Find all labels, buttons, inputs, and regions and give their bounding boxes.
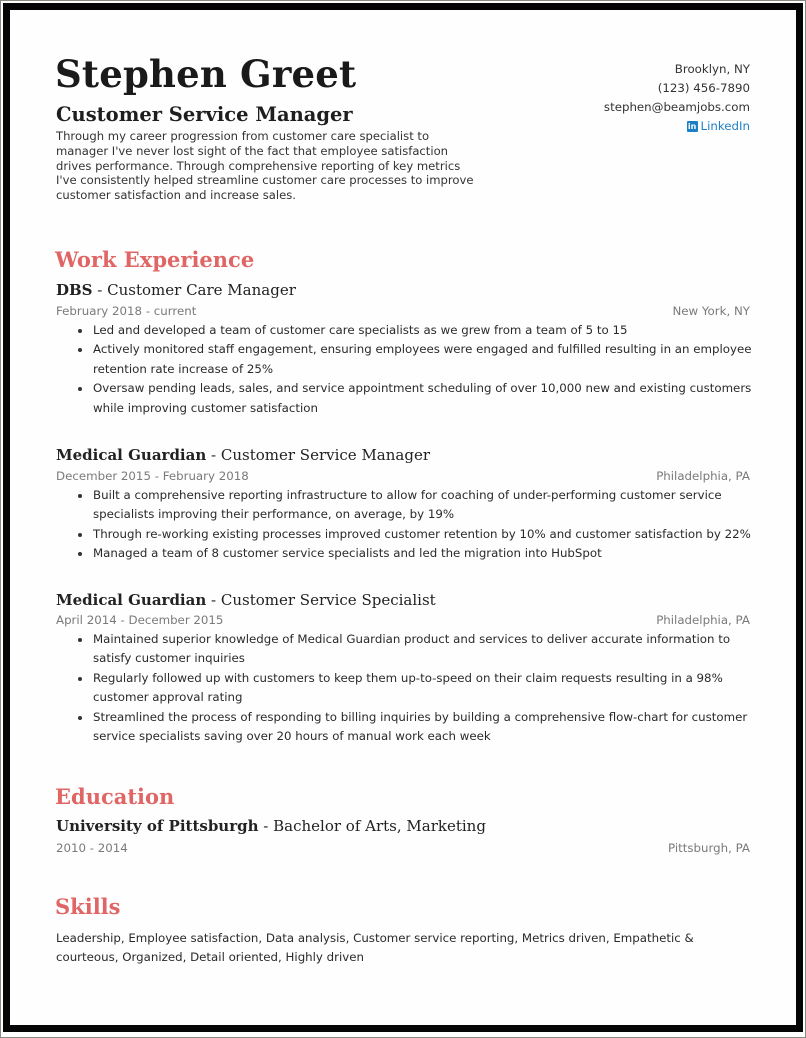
bullet-item: Through re-working existing processes improved customer retention by 10% and customer satisfaction by 22% xyxy=(76,525,756,544)
job-company: DBS xyxy=(56,281,93,299)
job-separator: - xyxy=(206,591,221,609)
education-location: Pittsburgh, PA xyxy=(667,841,750,855)
job-dates: February 2018 - current xyxy=(56,304,197,318)
job-role: Customer Care Manager xyxy=(107,281,296,299)
bullet-item: Managed a team of 8 customer service specialists and led the migration into HubSpot xyxy=(76,544,756,563)
bullet-item: Actively monitored staff engagement, ensuring employees were engaged and fulfilled resulting in an employee retention rate increase of 25% xyxy=(76,340,756,379)
job-separator: - xyxy=(92,281,108,299)
education-school: University of Pittsburgh xyxy=(56,817,259,835)
skills-text: Leadership, Employee satisfaction, Data analysis, Customer service reporting, Metrics driven, Empathetic & courteous, Organized, Detail oriented, Highly driven xyxy=(56,931,694,965)
job-bullets xyxy=(76,630,756,746)
bullet-item: Built a comprehensive reporting infrastructure to allow for coaching of under-performing customer service specialists improving their performance, on average, by 19% xyxy=(76,486,756,525)
education-header xyxy=(56,817,486,835)
section-heading-work-experience: Work Experience xyxy=(55,247,255,272)
bullet-item: Oversaw pending leads, sales, and service appointment scheduling of over 10,000 new and existing customers while improving customer satisfaction xyxy=(76,379,756,418)
contact-location: Brooklyn, NY xyxy=(674,62,750,76)
candidate-title: Customer Service Manager xyxy=(56,103,353,126)
section-heading-skills: Skills xyxy=(55,894,121,919)
job-separator: - xyxy=(206,446,221,464)
job-location: Philadelphia, PA xyxy=(656,469,750,483)
job-bullets xyxy=(76,486,756,564)
bullet-item: Regularly followed up with customers to keep them up-to-speed on their claim requests resulting in a 98% customer approval rating xyxy=(76,669,756,708)
job-role: Customer Service Specialist xyxy=(220,591,436,609)
bullet-item: Maintained superior knowledge of Medical Guardian product and services to deliver accurate information to satisfy customer inquiries xyxy=(76,630,756,669)
education-degree: Bachelor of Arts, Marketing xyxy=(273,817,486,835)
education-separator: - xyxy=(258,817,274,835)
linkedin-label: LinkedIn xyxy=(700,119,750,133)
linkedin-icon: in xyxy=(687,121,697,131)
job-company: Medical Guardian xyxy=(56,446,207,464)
section-heading-education: Education xyxy=(55,784,175,809)
job-dates: December 2015 - February 2018 xyxy=(56,469,249,483)
bullet-item: Streamlined the process of responding to billing inquiries by building a comprehensive flow-chart for customer service specialists saving over 20 hours of manual work each week xyxy=(76,708,756,747)
contact-phone: (123) 456-7890 xyxy=(657,81,750,95)
education-dates: 2010 - 2014 xyxy=(56,841,128,855)
summary-text: Through my career progression from customer care specialist to manager I've never lost sight of the fact that employee satisfaction drives performance. Through comprehensive reporting of key metrics I've consistently helped streamline customer care processes to improve customer satisfaction and increase sales. xyxy=(56,129,474,203)
job-header xyxy=(56,446,430,464)
contact-email[interactable]: stephen@beamjobs.com xyxy=(603,100,750,114)
linkedin-link[interactable] xyxy=(687,119,750,133)
job-company: Medical Guardian xyxy=(56,591,207,609)
job-header xyxy=(56,281,296,299)
job-location: New York, NY xyxy=(672,304,750,318)
bullet-item: Led and developed a team of customer care specialists as we grew from a team of 5 to 15 xyxy=(76,321,756,340)
job-location: Philadelphia, PA xyxy=(656,613,750,627)
job-dates: April 2014 - December 2015 xyxy=(56,613,224,627)
job-header xyxy=(56,591,436,609)
job-role: Customer Service Manager xyxy=(220,446,431,464)
candidate-name: Stephen Greet xyxy=(55,52,357,96)
job-bullets xyxy=(76,321,756,418)
